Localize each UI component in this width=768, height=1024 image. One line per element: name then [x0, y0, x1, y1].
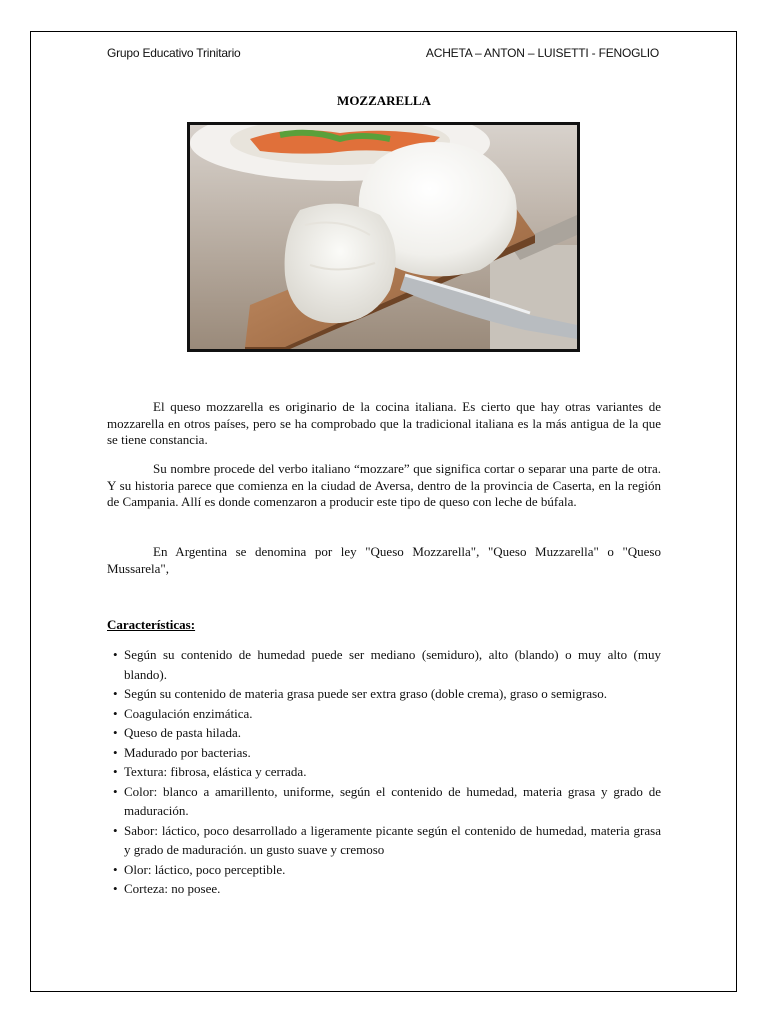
list-item: [113, 821, 661, 860]
list-item-text: • Color: blanco a amarillento, uniforme, según el contenido de humedad, materia grasa y grado de maduración.: [124, 783, 661, 818]
list-item: [113, 645, 661, 684]
paragraph-name-history-text: Su nombre procede del verbo italiano “mozzare” que significa cortar o separar una parte de otra. Y su historia parece que comienza en la ciudad de Aversa, dentro de la provincia de Caserta, en la región de Campania. Allí es donde comenzaron a producir este tipo de queso con leche de búfala.: [107, 461, 661, 509]
list-item: [113, 743, 661, 763]
list-item: [113, 860, 661, 880]
characteristics-heading: Características:: [107, 617, 196, 632]
list-item-text: • Madurado por bacterias.: [124, 744, 251, 760]
header-authors: ACHETA – ANTON – LUISETTI - FENOGLIO: [425, 46, 659, 60]
list-item-text: • Sabor: láctico, poco desarrollado a ligeramente picante según el contenido de humedad, materia grasa y grado de maduración. un gusto suave y cremoso: [124, 822, 661, 857]
document-title: MOZZARELLA: [337, 93, 431, 108]
paragraph-argentina-text: En Argentina se denomina por ley "Queso Mozzarella", "Queso Muzzarella" o "Queso Mussarela",: [107, 544, 661, 576]
list-item-text: • Según su contenido de humedad puede ser mediano (semiduro), alto (blando) o muy alto (muy blando).: [124, 647, 661, 682]
mozzarella-photo: [187, 122, 580, 352]
list-item-text: • Coagulación enzimática.: [124, 705, 253, 721]
characteristics-list: [113, 645, 661, 899]
list-item-text: • Textura: fibrosa, elástica y cerrada.: [124, 764, 307, 779]
list-item-text: • Queso de pasta hilada.: [124, 725, 241, 740]
list-item-text: • Olor: láctico, poco perceptible.: [124, 861, 286, 877]
list-item-text: • Según su contenido de materia grasa puede ser extra graso (doble crema), graso o semigraso.: [124, 686, 607, 701]
paragraph-origin-text: El queso mozzarella es originario de la cocina italiana. Es cierto que hay otras variantes de mozzarella en otros países, pero se ha comprobado que la tradicional italiana es la más antigua de la que se tiene constancia.: [107, 399, 661, 447]
paragraph-argentina: [107, 544, 661, 577]
list-item: [113, 762, 661, 782]
paragraph-origin: [107, 399, 661, 449]
paragraph-name-history: [107, 461, 661, 511]
list-item-text: • Corteza: no posee.: [124, 881, 221, 896]
list-item: [113, 704, 661, 724]
list-item: [113, 782, 661, 821]
mozzarella-illustration: [190, 125, 577, 349]
list-item: [113, 879, 661, 899]
list-item: [113, 723, 661, 743]
header-school-name: Grupo Educativo Trinitario: [107, 46, 241, 60]
list-item: [113, 684, 661, 704]
